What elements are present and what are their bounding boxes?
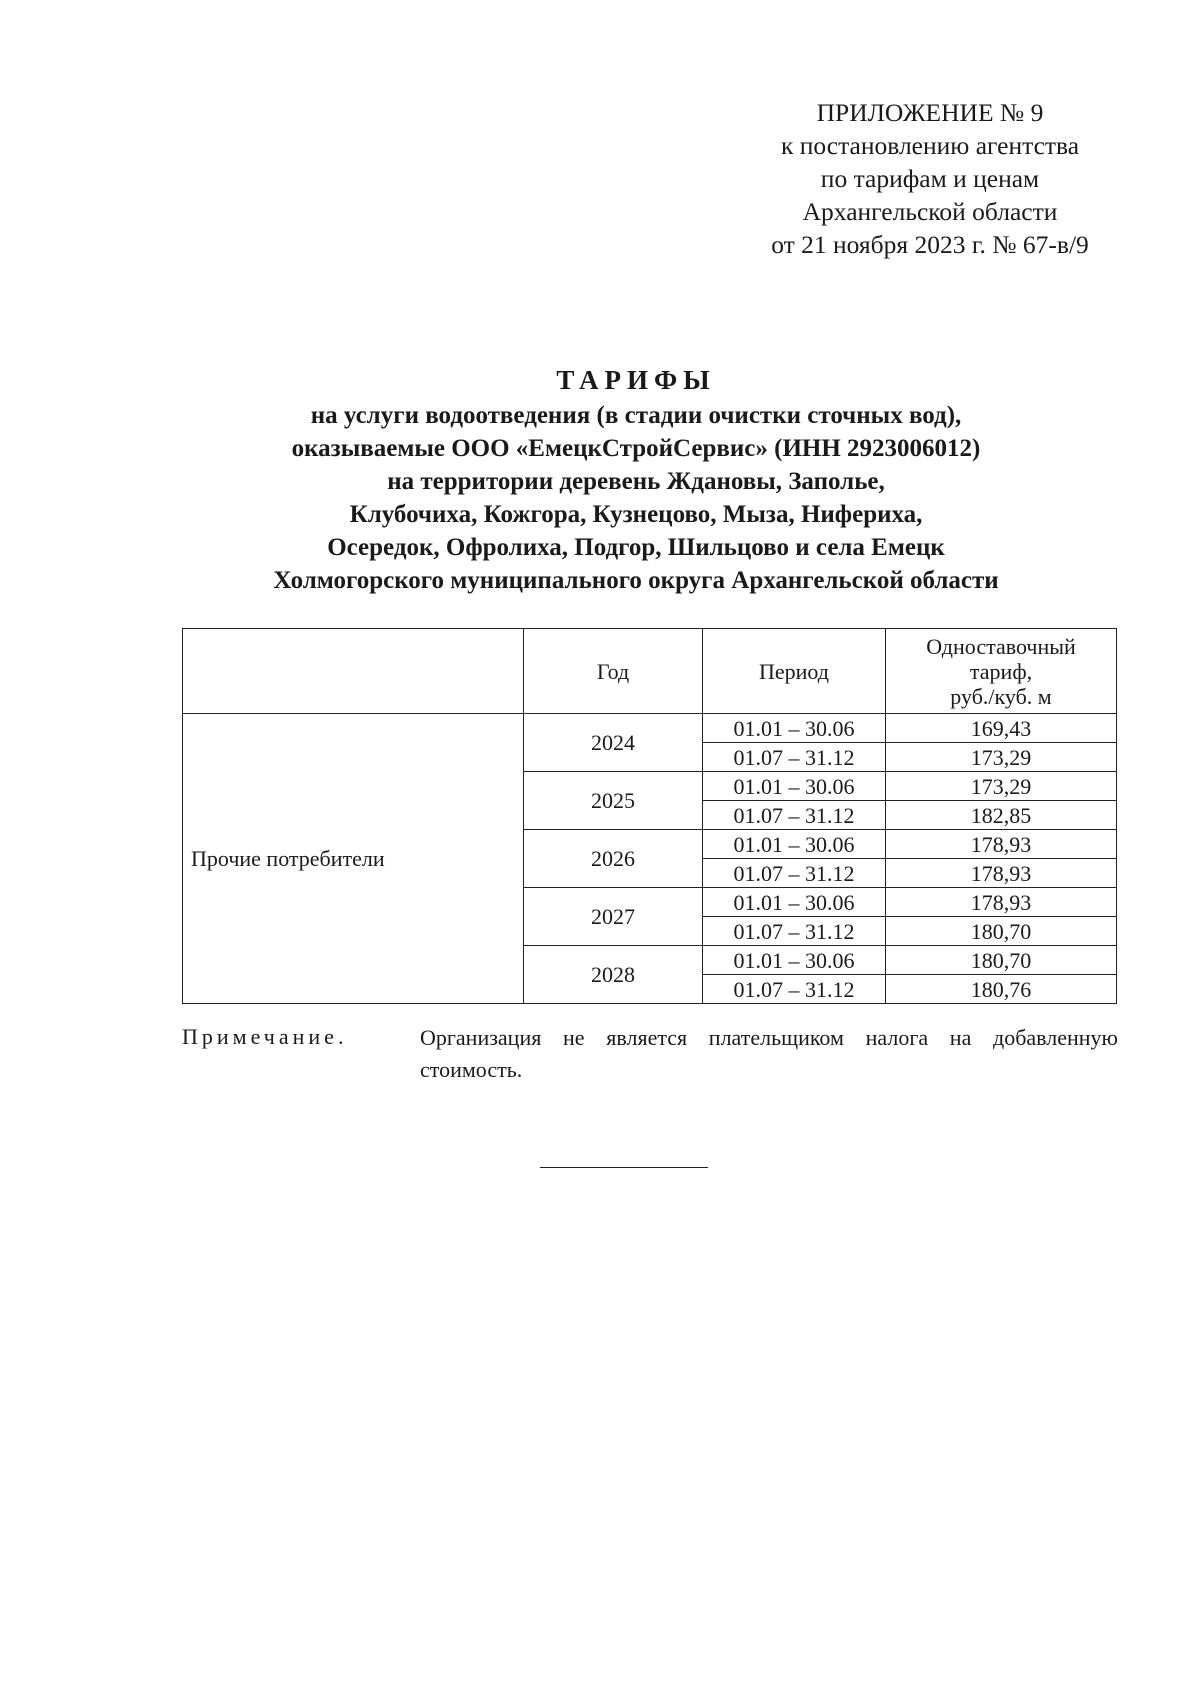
tariff-cell: 173,29 <box>886 772 1117 801</box>
header-consumer <box>183 629 524 714</box>
title-main: ТАРИФЫ <box>556 365 716 395</box>
year-cell: 2027 <box>524 888 703 946</box>
appendix-line: Архангельской области <box>802 197 1058 226</box>
appendix-line: ПРИЛОЖЕНИЕ № 9 <box>816 98 1044 127</box>
document-title <box>150 364 1122 597</box>
header-year: Год <box>524 629 703 714</box>
tariff-cell: 178,93 <box>886 859 1117 888</box>
appendix-block <box>730 96 1130 261</box>
title-line: Осередок, Офролиха, Подгор, Шильцово и села Емецк <box>327 534 945 561</box>
title-line: на услуги водоотведения (в стадии очистки сточных вод), <box>310 402 962 429</box>
year-cell: 2025 <box>524 772 703 830</box>
table-header-row <box>183 629 1117 714</box>
year-cell: 2026 <box>524 830 703 888</box>
tariff-cell: 180,70 <box>886 946 1117 975</box>
tariff-cell: 173,29 <box>886 743 1117 772</box>
year-cell: 2024 <box>524 714 703 772</box>
end-divider <box>540 1167 708 1168</box>
period-cell: 01.07 – 31.12 <box>703 743 886 772</box>
tariff-cell: 169,43 <box>886 714 1117 743</box>
title-line: оказываемые ООО «ЕмецкСтройСервис» (ИНН 2923006012) <box>291 435 981 462</box>
header-tariff <box>886 629 1117 714</box>
period-cell: 01.01 – 30.06 <box>703 888 886 917</box>
note-label: Примечание. <box>182 1024 348 1049</box>
tariff-cell: 178,93 <box>886 830 1117 859</box>
header-tariff-line: тариф, <box>969 658 1033 684</box>
period-cell: 01.07 – 31.12 <box>703 975 886 1004</box>
tariff-cell: 180,70 <box>886 917 1117 946</box>
period-cell: 01.01 – 30.06 <box>703 714 886 743</box>
header-tariff-line: руб./куб. м <box>950 683 1052 709</box>
appendix-line: к постановлению агентства <box>780 131 1080 160</box>
title-line: на территории деревень Ждановы, Заполье, <box>387 468 885 495</box>
period-cell: 01.01 – 30.06 <box>703 830 886 859</box>
tariff-cell: 178,93 <box>886 888 1117 917</box>
appendix-line: по тарифам и ценам <box>820 164 1040 193</box>
appendix-line: от 21 ноября 2023 г. № 67-в/9 <box>771 230 1089 259</box>
note-text: Организация не является плательщиком налога на добавленную стоимость. <box>420 1025 1118 1082</box>
period-cell: 01.07 – 31.12 <box>703 801 886 830</box>
tariff-table <box>182 628 1117 1004</box>
header-period: Период <box>703 629 886 714</box>
title-line: Холмогорского муниципального округа Архангельской области <box>273 567 999 594</box>
consumer-cell: Прочие потребители <box>183 714 524 1004</box>
header-tariff-line: Одноставочный <box>926 633 1076 659</box>
period-cell: 01.01 – 30.06 <box>703 772 886 801</box>
tariff-cell: 180,76 <box>886 975 1117 1004</box>
table-row <box>183 714 1117 743</box>
period-cell: 01.07 – 31.12 <box>703 859 886 888</box>
year-cell: 2028 <box>524 946 703 1004</box>
period-cell: 01.07 – 31.12 <box>703 917 886 946</box>
period-cell: 01.01 – 30.06 <box>703 946 886 975</box>
tariff-cell: 182,85 <box>886 801 1117 830</box>
title-line: Клубочиха, Кожгора, Кузнецово, Мыза, Нифериха, <box>349 501 923 528</box>
